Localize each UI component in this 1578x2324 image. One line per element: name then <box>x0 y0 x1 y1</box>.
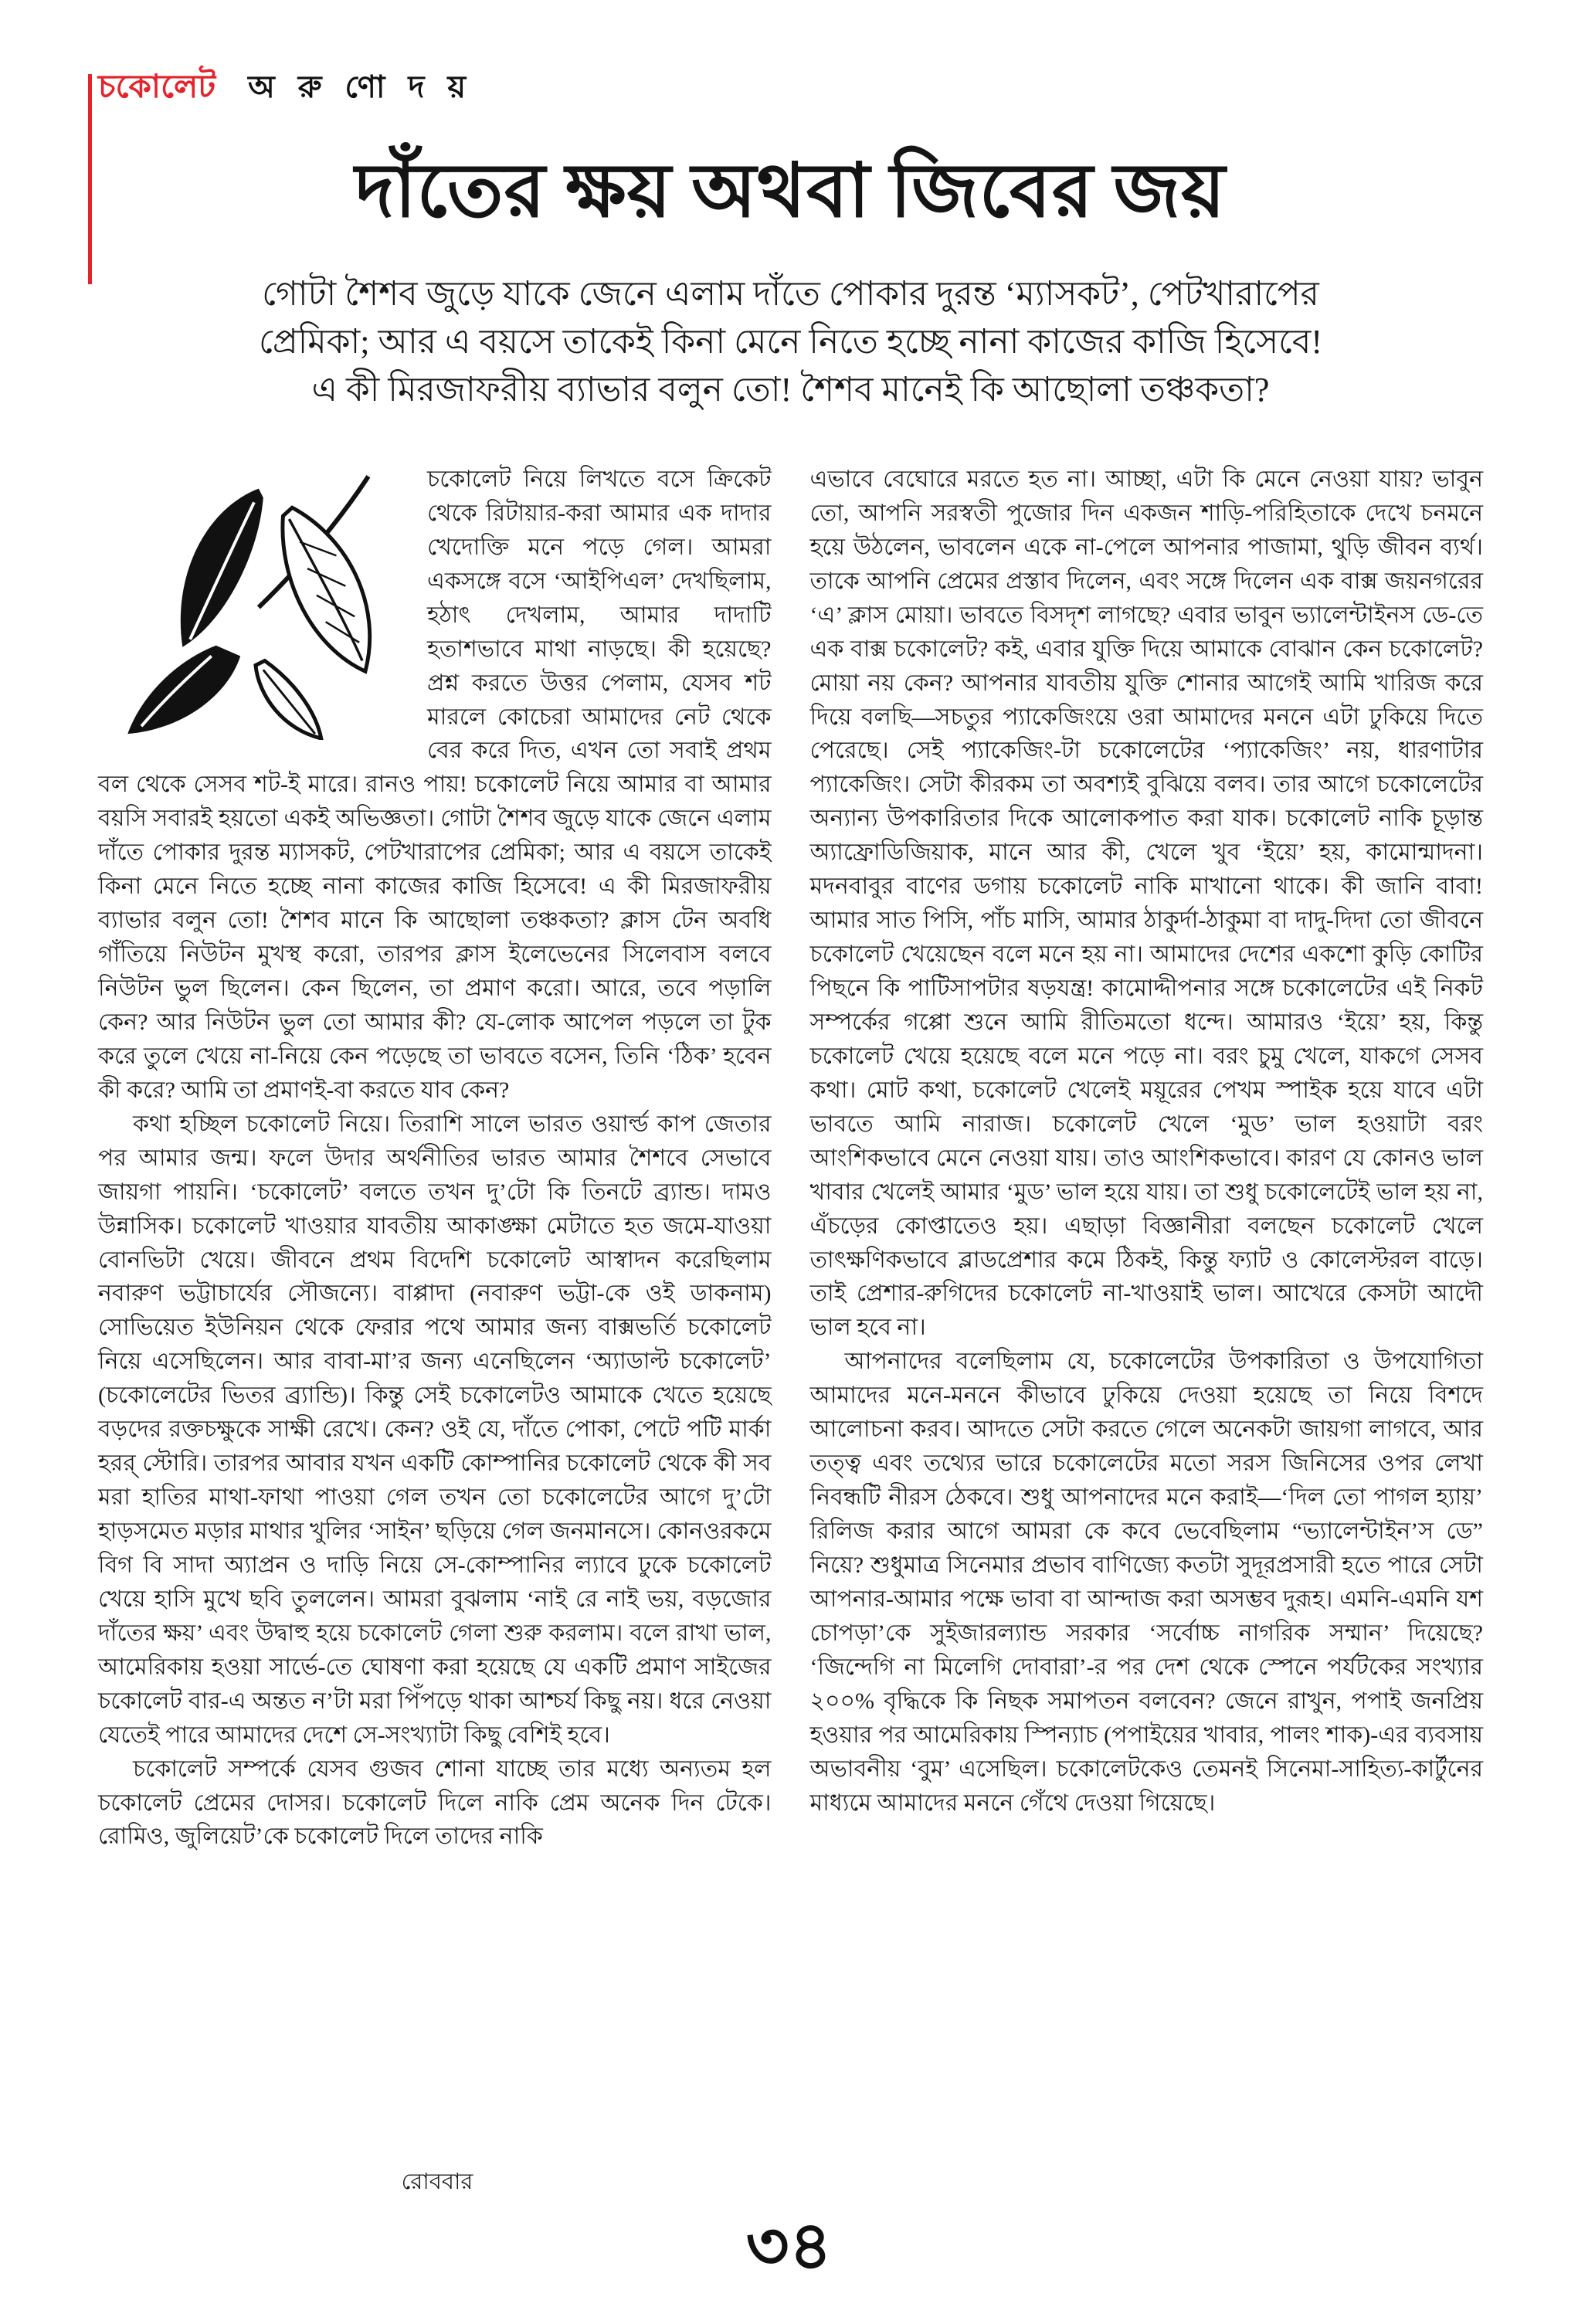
standfirst-line-1: গোটা শৈশব জুড়ে যাকে জেনে এলাম দাঁতে পোকার দুরন্ত ‘ম্যাসকট’, পেটখারাপের <box>262 274 1319 313</box>
article-body <box>98 463 1483 1854</box>
page-number: ৩৪ <box>745 2209 833 2283</box>
body-paragraph: এভাবে বেঘোরে মরতে হত না। আচ্ছা, এটা কি মেনে নেওয়া যায়? ভাবুন তো, আপনি সরস্বতী পুজোর দিন একজন শাড়ি-পরিহিতাকে দেখে চনমনে হয়ে উঠলেন, ভাবলেন একে না-পেলে আপনার পাজামা, থুড়ি জীবন ব্যর্থ। তাকে আপনি প্রেমের প্রস্তাব দিলেন, এবং সঙ্গে দিলেন এক বাক্স জয়নগরের ‘এ’ ক্লাস মোয়া। ভাবতে বিসদৃশ লাগছে? এবার ভাবুন ভ্যালেন্টাইনস ডে-তে এক বাক্স চকোলেট? কই, এবার যুক্তি দিয়ে আমাকে বোঝান কেন চকোলেট? মোয়া নয় কেন? আপনার যাবতীয় যুক্তি শোনার আগেই আমি খারিজ করে দিয়ে বলছি—সচতুর প্যাকেজিংয়ে ওরা আমাদের মননে এটা ঢুকিয়ে দিতে পেরেছে। সেই প্যাকেজিং-টা চকোলেটের ‘প্যাকেজিং’ নয়, ধারণাটার প্যাকেজিং। সেটা কীরকম তা অবশ্যই বুঝিয়ে বলব। তার আগে চকোলেটের অন্যান্য উপকারিতার দিকে আলোকপাত করা যাক। চকোলেট নাকি চূড়ান্ত অ্যাফ্রোডিজিয়াক, মানে আর কী, খেলে খুব ‘ইয়ে’ হয়, কামোন্মাদনা। মদনবাবুর বাণের ডগায় চকোলেট নাকি মাখানো থাকে। কী জানি বাবা! আমার সাত পিসি, পাঁচ মাসি, আমার ঠাকুর্দা-ঠাকুমা বা দাদু-দিদা তো জীবনে চকোলেট খেয়েছেন বলে মনে হয় না। আমাদের দেশের একশো কুড়ি কোটির পিছনে কি পাটিসাপটার ষড়যন্ত্র! কামোদ্দীপনার সঙ্গে চকোলেটের এই নিকট সম্পর্কের গপ্পো শুনে আমি রীতিমতো ধন্দে। আমারও ‘ইয়ে’ হয়, কিন্তু চকোলেট খেয়ে হয়েছে বলে মনে পড়ে না। বরং চুমু খেলে, যাকগে সেসব কথা। মোট কথা, চকোলেট খেলেই ময়ূরের পেখম স্পাইক হয়ে যাবে এটা ভাবতে আমি নারাজ। চকোলেট খেলে ‘মুড’ ভাল হওয়াটা বরং আংশিকভাবে মেনে নেওয়া যায়। তাও আংশিকভাবে। কারণ যে কোনও ভাল খাবার খেলেই আমার ‘মুড’ ভাল হয়ে যায়। তা শুধু চকোলেটেই ভাল হয় না, এঁচড়ের কোপ্তাতেও হয়। এছাড়া বিজ্ঞানীরা বলছেন চকোলেট খেলে তাৎক্ষণিকভাবে ব্লাডপ্রেশার কমে ঠিকই, কিন্তু ফ্যাট ও কোলেস্টরল বাড়ে। তাই প্রেশার-রুগিদের চকোলেট না-খাওয়াই ভাল। আখেরে কেসটা আদৌ ভাল হবে না। <box>809 466 1483 1341</box>
footer-magazine-name: রোববার <box>401 2170 473 2194</box>
leaf-drawing-svg <box>98 466 407 740</box>
standfirst-line-2: প্রেমিকা; আর এ বয়সে তাকেই কিনা মেনে নিতে হচ্ছে নানা কাজের কাজি হিসেবে! <box>259 323 1322 361</box>
body-paragraph: কথা হচ্ছিল চকোলেট নিয়ে। তিরাশি সালে ভারত ওয়ার্ল্ড কাপ জেতার পর আমার জন্ম। ফলে উদার অর্থনীতির ভারত আমার শৈশবে সেভাবে জায়গা পায়নি। ‘চকোলেট’ বলতে তখন দু’টো কি তিনটে ব্র্যান্ড। দামও উন্নাসিক। চকোলেট খাওয়ার যাবতীয় আকাঙ্ক্ষা মেটাতে হত জমে-যাওয়া বোনভিটা খেয়ে। জীবনে প্রথম বিদেশি চকোলেট আস্বাদন করেছিলাম নবারুণ ভট্টাচার্যের সৌজন্যে। বাপ্পাদা (নবারুণ ভট্টা-কে ওই ডাকনাম) সোভিয়েত ইউনিয়ন থেকে ফেরার পথে আমার জন্য বাক্সভর্তি চকোলেট নিয়ে এসেছিলেন। আর বাবা-মা’র জন্য এনেছিলেন ‘অ্যাডাল্ট চকোলেট’ (চকোলেটের ভিতর ব্র্যান্ডি)। কিন্তু সেই চকোলেটও আমাকে খেতে হয়েছে বড়দের রক্তচক্ষুকে সাক্ষী রেখে। কেন? ওই যে, দাঁতে পোকা, পেটে পটি মার্কা হরর্ স্টোরি। তারপর আবার যখন একটি কোম্পানির চকোলেট থেকে কী সব মরা হাতির মাথা-ফাথা পাওয়া গেল তখন তো চকোলেটের আগে দু’টো হাড়সমেত মড়ার মাথার খুলির ‘সাইন’ ছড়িয়ে গেল জনমানসে। কোনওরকমে বিগ বি সাদা অ্যাপ্রন ও দাড়ি নিয়ে সে-কোম্পানির ল্যাবে ঢুকে চকোলেট খেয়ে হাসি মুখে ছবি তুললেন। আমরা বুঝলাম ‘নাই রে নাই ভয়, বড়জোর দাঁতের ক্ষয়’ এবং উদ্বাহু হয়ে চকোলেট গেলা শুরু করলাম। বলে রাখা ভাল, আমেরিকায় হওয়া সার্ভে-তে ঘোষণা করা হয়েছে যে একটি প্রমাণ সাইজের চকোলেট বার-এ অন্তত ন’টা মরা পিঁপড়ে থাকা আশ্চর্য কিছু নয়। ধরে নেওয়া যেতেই পারে আমাদের দেশে সে-সংখ্যাটা কিছু বেশিই হবে। <box>98 1111 772 1748</box>
left-margin-red-rule <box>88 74 92 284</box>
standfirst-line-3: এ কী মিরজাফরীয় ব্যাভার বলুন তো! শৈশব মানেই কি আছোলা তঞ্চকতা? <box>311 371 1270 409</box>
left-column <box>98 463 772 1854</box>
body-paragraph: চকোলেট সম্পর্কে যেসব গুজব শোনা যাচ্ছে তার মধ্যে অন্যতম হল চকোলেট প্রেমের দোসর। চকোলেট দিলে নাকি প্রেম অনেক দিন টেকে। রোমিও, জুলিয়েট’কে চকোলেট দিলে তাদের নাকি <box>98 1756 772 1850</box>
body-paragraph: আপনাদের বলেছিলাম যে, চকোলেটের উপকারিতা ও উপযোগিতা আমাদের মনে-মননে কীভাবে ঢুকিয়ে দেওয়া হয়েছে তা নিয়ে বিশদে আলোচনা করব। আদতে সেটা করতে গেলে অনেকটা জায়গা লাগবে, আর তত্ত্ব এবং তথ্যের ভারে চকোলেটের মতো সরস জিনিসের ওপর লেখা নিবন্ধটি নীরস ঠেকবে। শুধু আপনাদের মনে করাই—‘দিল তো পাগল হ্যায়’ রিলিজ করার আগে আমরা কে কবে ভেবেছিলাম “ভ্যালেন্টাইন’স ডে” নিয়ে? শুধুমাত্র সিনেমার প্রভাব বাণিজ্যে কতটা সুদূরপ্রসারী হতে পারে সেটা আপনার-আমার পক্ষে ভাবা বা আন্দাজ করা অসম্ভব দুরূহ। এমনি-এমনি যশ চোপড়া’কে সুইজারল্যান্ড সরকার ‘সর্বোচ্চ নাগরিক সম্মান’ দিয়েছে? ‘জিন্দেগি না মিলেগি দোবারা’-র পর দেশ থেকে স্পেনে পর্যটকের সংখ্যার ২০০% বৃদ্ধিকে কি নিছক সমাপতন বলবেন? জেনে রাখুন, পপাই জনপ্রিয় হওয়ার পর আমেরিকায় স্পিন্যাচ (পপাইয়ের খাবার, পালং শাক)-এর ব্যবসায় অভাবনীয় ‘বুম’ এসেছিল। চকোলেটকেও তেমনই সিনেমা-সাহিত্য-কার্টুনের মাধ্যমে আমাদের মননে গেঁথে দেওয়া গিয়েছে। <box>809 1349 1483 1816</box>
right-column <box>810 463 1484 1854</box>
article-headline: দাঁতের ক্ষয় অথবা জিবের জয় <box>355 150 1227 232</box>
body-paragraph: চকোলেট নিয়ে লিখতে বসে ক্রিকেট থেকে রিটায়ার-করা আমার এক দাদার খেদোক্তি মনে পড়ে গেল। আমরা একসঙ্গে বসে ‘আইপিএল’ দেখছিলাম, হঠাৎ দেখলাম, আমার দাদাটি হতাশভাবে মাথা নাড়ছে। কী হয়েছে? প্রশ্ন করতে উত্তর পেলাম, যেসব শট মারলে কোচেরা আমাদের নেট থেকে বের করে দিত, এখন তো সবাই প্রথম বল থেকে সেসব শট-ই মারে। রানও পায়! চকোলেট নিয়ে আমার বা আমার বয়সি সবারই হয়তো একই অভিজ্ঞতা। গোটা শৈশব জুড়ে যাকে জেনে এলাম দাঁতে পোকার দুরন্ত ম্যাসকট, পেটখারাপের প্রেমিকা; আর এ বয়সে তাকেই কিনা মেনে নিতে হচ্ছে নানা কাজের কাজি হিসেবে! এ কী মিরজাফরীয় ব্যাভার বলুন তো! শৈশব মানে কি আছোলা তঞ্চকতা? ক্লাস টেন অবধি গাঁতিয়ে নিউটন মুখস্থ করো, তারপর ক্লাস ইলেভেনের সিলেবাস বলবে নিউটন ভুল ছিলেন। কেন ছিলেন, তা প্রমাণ করো। আরে, তবে পড়ালি কেন? আর নিউটন ভুল তো আমার কী? যে-লোক আপেল পড়লে তা টুক করে তুলে খেয়ে না-নিয়ে কেন পড়েছে তা ভাবতে বসেন, তিনি ‘ঠিক’ হবেন কী করে? আমি তা প্রমাণই-বা করতে যাব কেন? <box>98 466 772 1103</box>
cacao-leaves-illustration <box>98 466 407 740</box>
masthead-title: অ রু ণো দ য় <box>248 70 474 104</box>
standfirst <box>98 270 1483 415</box>
header-row <box>98 71 1483 114</box>
section-kicker: চকোলেট <box>98 70 216 105</box>
